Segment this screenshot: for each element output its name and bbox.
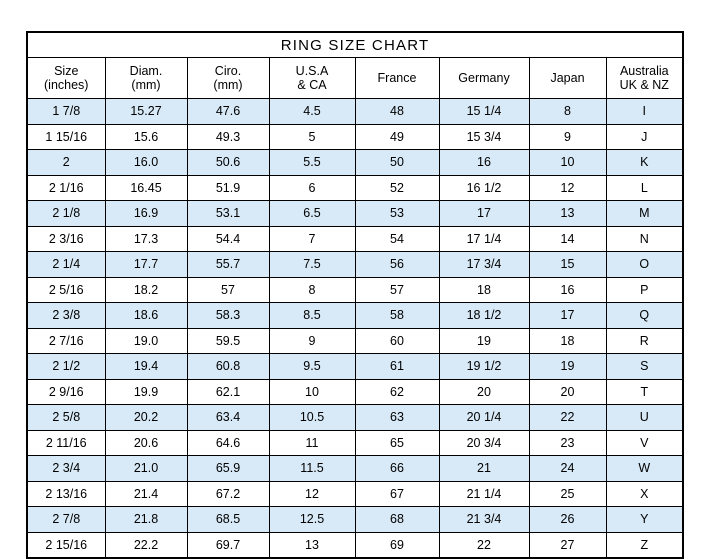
column-header-germany-line1: Germany: [458, 71, 510, 85]
cell-diameter: 17.7: [105, 252, 187, 278]
table-row: [27, 99, 683, 125]
cell-size: 2 3/16: [27, 226, 105, 252]
cell-germany: 21: [439, 456, 529, 482]
cell-japan: 13: [529, 201, 606, 227]
column-header-size-line2: (inches): [44, 78, 89, 92]
table-row: [27, 226, 683, 252]
table-row: [27, 456, 683, 482]
ring-size-table: [26, 31, 684, 559]
cell-circumference: 63.4: [187, 405, 269, 431]
cell-size: 2 3/4: [27, 456, 105, 482]
cell-australia-uk-nz: M: [606, 201, 683, 227]
cell-australia-uk-nz: Q: [606, 303, 683, 329]
cell-germany: 20 3/4: [439, 430, 529, 456]
cell-japan: 24: [529, 456, 606, 482]
cell-japan: 22: [529, 405, 606, 431]
cell-size: 2 1/16: [27, 175, 105, 201]
cell-diameter: 19.0: [105, 328, 187, 354]
cell-japan: 12: [529, 175, 606, 201]
cell-germany: 17 1/4: [439, 226, 529, 252]
cell-japan: 26: [529, 507, 606, 533]
cell-size: 2 5/8: [27, 405, 105, 431]
cell-germany: 17: [439, 201, 529, 227]
cell-diameter: 16.9: [105, 201, 187, 227]
cell-australia-uk-nz: P: [606, 277, 683, 303]
cell-diameter: 18.6: [105, 303, 187, 329]
column-header-circumference-line2: (mm): [213, 78, 243, 92]
cell-germany: 16: [439, 150, 529, 176]
cell-usa-ca: 12: [269, 481, 355, 507]
cell-circumference: 65.9: [187, 456, 269, 482]
cell-diameter: 22.2: [105, 532, 187, 558]
cell-germany: 21 1/4: [439, 481, 529, 507]
cell-japan: 23: [529, 430, 606, 456]
cell-size: 2 1/4: [27, 252, 105, 278]
column-header-diameter-line2: (mm): [131, 78, 161, 92]
cell-size: 2 1/8: [27, 201, 105, 227]
column-header-germany: [439, 58, 529, 99]
cell-size: 2 5/16: [27, 277, 105, 303]
column-header-size: [27, 58, 105, 99]
cell-usa-ca: 7.5: [269, 252, 355, 278]
table-row: [27, 354, 683, 380]
cell-japan: 16: [529, 277, 606, 303]
cell-size: 2: [27, 150, 105, 176]
column-header-japan: [529, 58, 606, 99]
cell-germany: 16 1/2: [439, 175, 529, 201]
table-row: [27, 303, 683, 329]
cell-diameter: 19.4: [105, 354, 187, 380]
cell-france: 50: [355, 150, 439, 176]
cell-usa-ca: 10.5: [269, 405, 355, 431]
cell-germany: 19: [439, 328, 529, 354]
cell-circumference: 51.9: [187, 175, 269, 201]
table-body: [27, 99, 683, 559]
column-header-australia-uk-nz: [606, 58, 683, 99]
cell-france: 49: [355, 124, 439, 150]
cell-france: 61: [355, 354, 439, 380]
cell-circumference: 49.3: [187, 124, 269, 150]
cell-france: 62: [355, 379, 439, 405]
cell-japan: 18: [529, 328, 606, 354]
cell-germany: 15 1/4: [439, 99, 529, 125]
cell-size: 2 13/16: [27, 481, 105, 507]
cell-circumference: 58.3: [187, 303, 269, 329]
cell-germany: 18: [439, 277, 529, 303]
cell-usa-ca: 11: [269, 430, 355, 456]
table-row: [27, 277, 683, 303]
cell-france: 63: [355, 405, 439, 431]
cell-size: 2 11/16: [27, 430, 105, 456]
column-header-usa-ca-line1: U.S.A: [295, 64, 329, 78]
cell-japan: 9: [529, 124, 606, 150]
cell-australia-uk-nz: W: [606, 456, 683, 482]
cell-diameter: 16.0: [105, 150, 187, 176]
cell-australia-uk-nz: Z: [606, 532, 683, 558]
cell-japan: 20: [529, 379, 606, 405]
column-header-australia-uk-nz-line1: Australia: [619, 64, 669, 78]
cell-france: 69: [355, 532, 439, 558]
page-title: RING SIZE CHART: [27, 32, 683, 58]
cell-circumference: 54.4: [187, 226, 269, 252]
table-row: [27, 405, 683, 431]
cell-france: 68: [355, 507, 439, 533]
cell-japan: 14: [529, 226, 606, 252]
cell-circumference: 60.8: [187, 354, 269, 380]
cell-circumference: 67.2: [187, 481, 269, 507]
cell-japan: 15: [529, 252, 606, 278]
cell-france: 58: [355, 303, 439, 329]
cell-circumference: 50.6: [187, 150, 269, 176]
table-row: [27, 124, 683, 150]
cell-diameter: 18.2: [105, 277, 187, 303]
cell-size: 2 7/16: [27, 328, 105, 354]
table-row: [27, 175, 683, 201]
cell-france: 60: [355, 328, 439, 354]
cell-australia-uk-nz: I: [606, 99, 683, 125]
table-row: [27, 201, 683, 227]
cell-usa-ca: 9: [269, 328, 355, 354]
cell-diameter: 21.0: [105, 456, 187, 482]
cell-australia-uk-nz: X: [606, 481, 683, 507]
cell-japan: 27: [529, 532, 606, 558]
cell-australia-uk-nz: K: [606, 150, 683, 176]
table-row: [27, 532, 683, 558]
cell-circumference: 64.6: [187, 430, 269, 456]
cell-australia-uk-nz: T: [606, 379, 683, 405]
cell-japan: 17: [529, 303, 606, 329]
cell-japan: 10: [529, 150, 606, 176]
column-header-france-line1: France: [377, 71, 417, 85]
cell-australia-uk-nz: U: [606, 405, 683, 431]
table-row: [27, 328, 683, 354]
cell-france: 66: [355, 456, 439, 482]
cell-diameter: 16.45: [105, 175, 187, 201]
cell-circumference: 47.6: [187, 99, 269, 125]
cell-germany: 15 3/4: [439, 124, 529, 150]
table-row: [27, 150, 683, 176]
cell-diameter: 21.4: [105, 481, 187, 507]
cell-diameter: 15.27: [105, 99, 187, 125]
cell-japan: 25: [529, 481, 606, 507]
cell-diameter: 17.3: [105, 226, 187, 252]
cell-circumference: 62.1: [187, 379, 269, 405]
cell-germany: 21 3/4: [439, 507, 529, 533]
cell-australia-uk-nz: J: [606, 124, 683, 150]
cell-france: 67: [355, 481, 439, 507]
cell-germany: 18 1/2: [439, 303, 529, 329]
column-header-diameter-line1: Diam.: [129, 64, 163, 78]
table-row: [27, 430, 683, 456]
table-row: [27, 507, 683, 533]
cell-australia-uk-nz: S: [606, 354, 683, 380]
cell-usa-ca: 12.5: [269, 507, 355, 533]
cell-france: 57: [355, 277, 439, 303]
cell-usa-ca: 9.5: [269, 354, 355, 380]
cell-size: 2 1/2: [27, 354, 105, 380]
cell-france: 52: [355, 175, 439, 201]
cell-usa-ca: 7: [269, 226, 355, 252]
cell-france: 53: [355, 201, 439, 227]
column-header-circumference: [187, 58, 269, 99]
cell-diameter: 19.9: [105, 379, 187, 405]
cell-usa-ca: 8.5: [269, 303, 355, 329]
column-header-circumference-line1: Ciro.: [214, 64, 242, 78]
column-header-usa-ca-line2: & CA: [297, 78, 327, 92]
cell-australia-uk-nz: Y: [606, 507, 683, 533]
cell-usa-ca: 8: [269, 277, 355, 303]
cell-circumference: 53.1: [187, 201, 269, 227]
cell-france: 56: [355, 252, 439, 278]
cell-germany: 22: [439, 532, 529, 558]
cell-australia-uk-nz: L: [606, 175, 683, 201]
table-row: [27, 379, 683, 405]
cell-germany: 17 3/4: [439, 252, 529, 278]
cell-germany: 20 1/4: [439, 405, 529, 431]
cell-circumference: 57: [187, 277, 269, 303]
cell-size: 2 3/8: [27, 303, 105, 329]
cell-japan: 19: [529, 354, 606, 380]
cell-usa-ca: 10: [269, 379, 355, 405]
title-row: [27, 32, 683, 58]
cell-usa-ca: 4.5: [269, 99, 355, 125]
cell-size: 2 15/16: [27, 532, 105, 558]
cell-usa-ca: 6.5: [269, 201, 355, 227]
column-header-japan-line1: Japan: [550, 71, 585, 85]
cell-circumference: 59.5: [187, 328, 269, 354]
ring-size-chart: [26, 31, 682, 552]
cell-germany: 20: [439, 379, 529, 405]
cell-germany: 19 1/2: [439, 354, 529, 380]
cell-diameter: 15.6: [105, 124, 187, 150]
column-header-usa-ca: [269, 58, 355, 99]
cell-size: 1 7/8: [27, 99, 105, 125]
table-row: [27, 252, 683, 278]
column-header-diameter: [105, 58, 187, 99]
cell-diameter: 20.2: [105, 405, 187, 431]
cell-france: 48: [355, 99, 439, 125]
cell-australia-uk-nz: V: [606, 430, 683, 456]
cell-usa-ca: 5: [269, 124, 355, 150]
cell-size: 1 15/16: [27, 124, 105, 150]
cell-size: 2 7/8: [27, 507, 105, 533]
cell-usa-ca: 6: [269, 175, 355, 201]
cell-usa-ca: 5.5: [269, 150, 355, 176]
cell-circumference: 68.5: [187, 507, 269, 533]
cell-usa-ca: 13: [269, 532, 355, 558]
column-header-size-line1: Size: [54, 64, 79, 78]
cell-france: 65: [355, 430, 439, 456]
table-row: [27, 481, 683, 507]
cell-australia-uk-nz: R: [606, 328, 683, 354]
cell-circumference: 69.7: [187, 532, 269, 558]
cell-diameter: 20.6: [105, 430, 187, 456]
cell-japan: 8: [529, 99, 606, 125]
cell-usa-ca: 11.5: [269, 456, 355, 482]
column-header-australia-uk-nz-line2: UK & NZ: [619, 78, 669, 92]
cell-australia-uk-nz: N: [606, 226, 683, 252]
cell-size: 2 9/16: [27, 379, 105, 405]
cell-france: 54: [355, 226, 439, 252]
column-header-france: [355, 58, 439, 99]
table-header-row: [27, 58, 683, 99]
cell-australia-uk-nz: O: [606, 252, 683, 278]
cell-diameter: 21.8: [105, 507, 187, 533]
cell-circumference: 55.7: [187, 252, 269, 278]
